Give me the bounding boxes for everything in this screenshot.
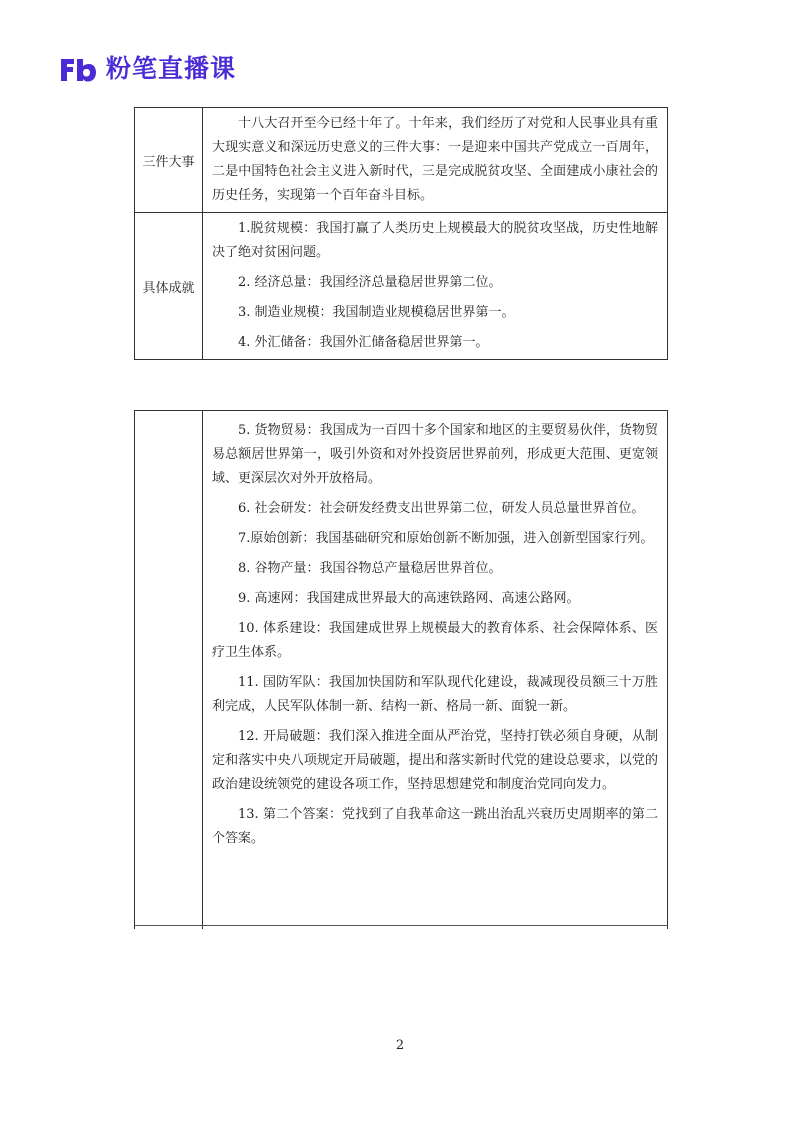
table-row [135,213,668,360]
paragraph: 9. 高速网：我国建成世界最大的高速铁路网、高速公路网。 [238,591,580,606]
achievements-table-part2 [134,410,668,929]
paragraph: 13. 第二个答案：党找到了自我革命这一跳出治乱兴衰历史周期率的第二个答案。 [212,807,658,846]
paragraph: 5. 货物贸易：我国成为一百四十多个国家和地区的主要贸易伙伴，货物贸易总额居世界第一，吸引外资和对外投资居世界前列，形成更大范围、更宽领域、更深层次对外开放格局。 [212,423,658,486]
row-label: 三件大事 [135,108,203,213]
brand-text: 粉笔直播课 [106,54,237,83]
page-number: 2 [395,1038,405,1053]
row-content [203,108,668,213]
paragraph: 10. 体系建设：我国建成世界上规模最大的教育体系、社会保障体系、医疗卫生体系。 [212,621,658,660]
row-content [203,411,668,930]
table-continuation-line [134,925,668,926]
paragraph: 12. 开局破题：我们深入推进全面从严治党，坚持打铁必须自身硬，从制定和落实中央八项规定开局破题，提出和落实新时代党的建设总要求，以党的政治建设统领党的建设各项工作，坚持思想建党和制度治党同向发力。 [212,729,658,792]
row-label: 具体成就 [135,213,203,360]
fb-logo-icon [58,55,98,83]
paragraph: 4. 外汇储备：我国外汇储备稳居世界第一。 [238,335,489,350]
paragraph: 7.原始创新：我国基础研究和原始创新不断加强，进入创新型国家行列。 [238,531,654,546]
paragraph: 6. 社会研发：社会研发经费支出世界第二位，研发人员总量世界首位。 [238,501,645,516]
paragraph: 3. 制造业规模：我国制造业规模稳居世界第一。 [238,305,515,320]
row-content [203,213,668,360]
table-row [135,108,668,213]
table-row [135,411,668,930]
brand-logo [58,52,236,86]
paragraph: 11. 国防军队：我国加快国防和军队现代化建设，裁减现役员额三十万胜利完成，人民军队体制一新、结构一新、格局一新、面貌一新。 [212,675,658,714]
row-label [135,411,203,930]
paragraph: 2. 经济总量：我国经济总量稳居世界第二位。 [238,275,502,290]
achievements-table-part1 [134,107,668,360]
paragraph: 8. 谷物产量：我国谷物总产量稳居世界首位。 [238,561,502,576]
paragraph: 1.脱贫规模：我国打赢了人类历史上规模最大的脱贫攻坚战，历史性地解决了绝对贫困问题。 [212,221,658,260]
paragraph: 十八大召开至今已经十年了。十年来，我们经历了对党和人民事业具有重大现实意义和深远历史意义的三件大事：一是迎来中国共产党成立一百周年，二是中国特色社会主义进入新时代，三是完成脱贫攻坚、全面建成小康社会的历史任务，实现第一个百年奋斗目标。 [212,116,658,203]
